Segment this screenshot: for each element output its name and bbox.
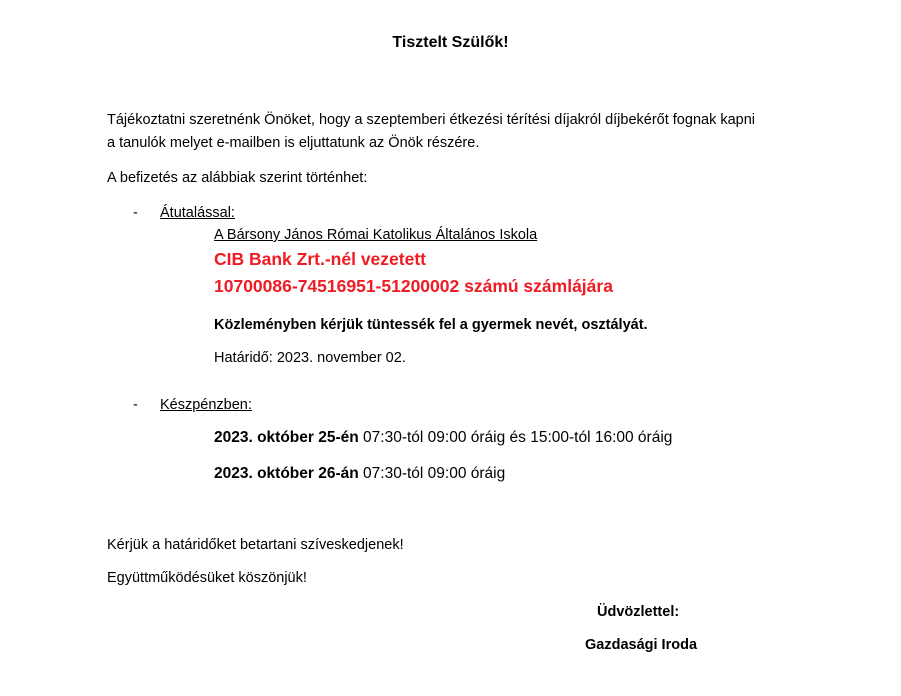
greeting: Üdvözlettel:	[597, 604, 680, 620]
transfer-heading: Átutalással:	[160, 205, 235, 221]
letter-title: Tisztelt Szülők!	[392, 34, 509, 51]
closing-request: Kérjük a határidőket betartani szíveskedjenek!	[107, 537, 404, 553]
cash-day-2	[214, 465, 505, 483]
closing-thanks: Együttműködésüket köszönjük!	[107, 570, 307, 586]
signature: Gazdasági Iroda	[585, 637, 698, 653]
payment-intro: A befizetés az alábbiak szerint történhet:	[107, 170, 368, 186]
intro-line-2: a tanulók melyet e-mailben is eljuttatunk az Önök részére.	[107, 135, 480, 151]
transfer-note: Közleményben kérjük tüntessék fel a gyermek nevét, osztályát.	[214, 317, 648, 333]
cash-day-1-date: 2023. október 25-én	[214, 429, 359, 446]
cash-day-1-times: 07:30-tól 09:00 óráig és 15:00-tól 16:00 óráig	[358, 429, 673, 446]
bank-name: CIB Bank Zrt.-nél vezetett	[214, 249, 426, 269]
cash-day-2-times: 07:30-tól 09:00 óráig	[358, 465, 506, 482]
school-name: A Bársony János Római Katolikus Általános Iskola	[214, 227, 538, 243]
cash-day-1	[214, 429, 672, 447]
bullet-dash: -	[133, 205, 138, 221]
cash-heading: Készpénzben:	[160, 397, 252, 413]
intro-line-1: Tájékoztatni szeretnénk Önöket, hogy a szeptemberi étkezési térítési díjakról díjbekérőt fognak kapni	[107, 112, 756, 128]
cash-day-2-date: 2023. október 26-án	[214, 465, 359, 482]
transfer-deadline: Határidő: 2023. november 02.	[214, 350, 406, 366]
account-number: 10700086-74516951-51200002 számú számlájára	[214, 276, 613, 296]
bullet-dash: -	[133, 397, 138, 413]
